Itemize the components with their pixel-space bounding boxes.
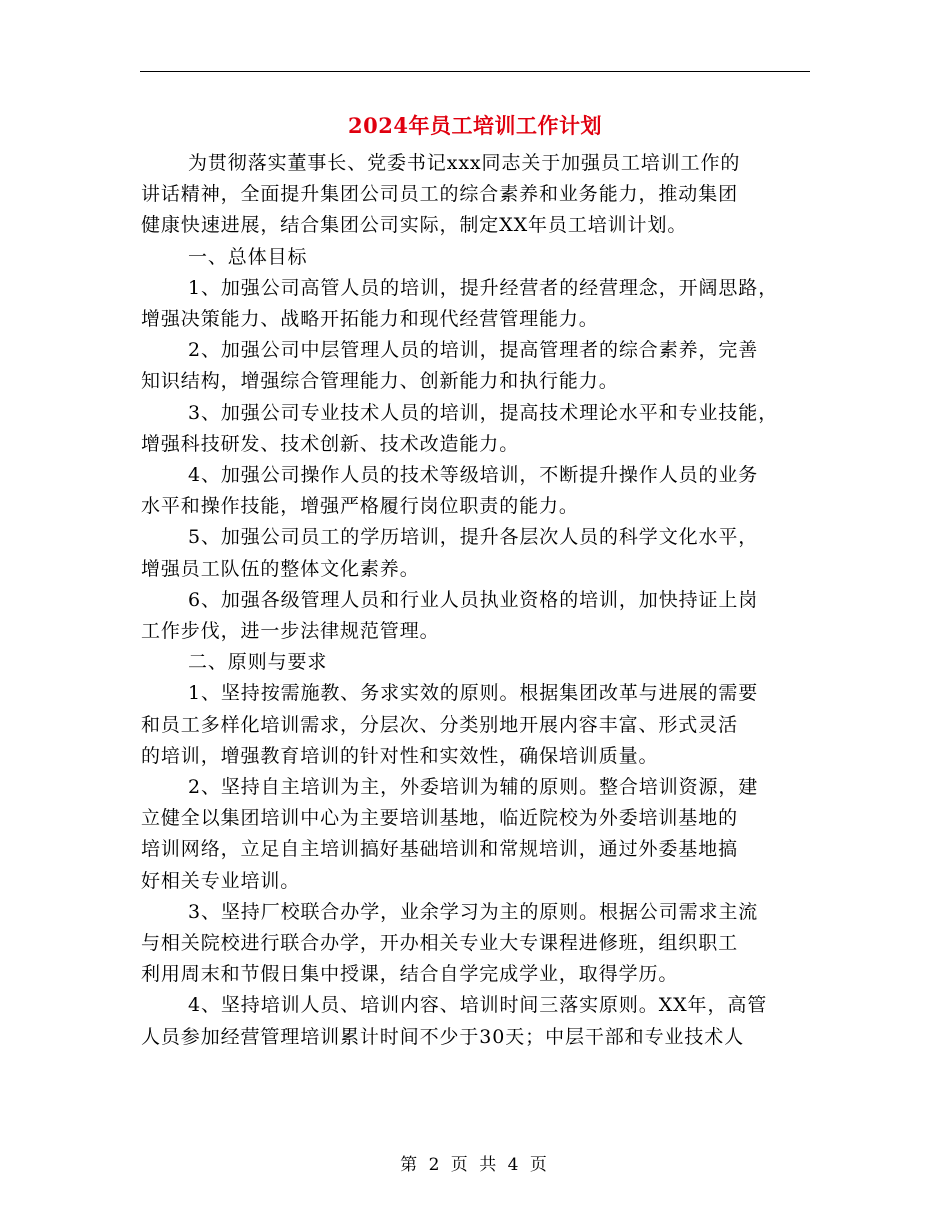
document-title: 2024年员工培训工作计划	[348, 113, 602, 138]
paragraph-line: 3、坚持厂校联合办学，业余学习为主的原则。根据公司需求主流	[188, 900, 759, 923]
paragraph-line: 1、加强公司高管人员的培训，提升经营者的经营理念，开阔思路，	[188, 276, 779, 299]
paragraph-line: 3、加强公司专业技术人员的培训，提高技术理论水平和专业技能，	[188, 401, 779, 424]
paragraph-line: 2、加强公司中层管理人员的培训，提高管理者的综合素养，完善	[188, 339, 759, 362]
paragraph-line: 工作步伐，进一步法律规范管理。	[141, 620, 440, 643]
paragraph	[141, 647, 813, 678]
paragraph-line: 二、原则与要求	[188, 651, 328, 674]
paragraph-line: 4、坚持培训人员、培训内容、培训时间三落实原则。XX年，高管	[188, 994, 768, 1017]
paragraph-line: 1、坚持按需施教、务求实效的原则。根据集团改革与进展的需要	[188, 682, 759, 705]
paragraph	[141, 242, 813, 273]
paragraph-line: 4、加强公司操作人员的技术等级培训，不断提升操作人员的业务	[188, 464, 759, 487]
paragraph-line: 健康快速进展，结合集团公司实际，制定XX年员工培训计划。	[141, 214, 688, 237]
header-rule	[140, 71, 810, 72]
paragraph	[141, 273, 813, 335]
paragraph	[141, 897, 813, 991]
document-body	[141, 148, 813, 1053]
paragraph-line: 与相关院校进行联合办学，开办相关专业大专课程进修班，组织职工	[141, 932, 739, 955]
paragraph	[141, 335, 813, 397]
paragraph-line: 5、加强公司员工的学历培训，提升各层次人员的科学文化水平，	[188, 526, 759, 549]
paragraph	[141, 990, 813, 1052]
paragraph-line: 6、加强各级管理人员和行业人员执业资格的培训，加快持证上岗	[188, 588, 759, 611]
paragraph-line: 水平和操作技能，增强严格履行岗位职责的能力。	[141, 495, 579, 518]
paragraph-line: 利用周末和节假日集中授课，结合自学完成学业，取得学历。	[141, 963, 679, 986]
paragraph-line: 增强科技研发、技术创新、技术改造能力。	[141, 432, 520, 455]
paragraph-line: 增强决策能力、战略开拓能力和现代经营管理能力。	[141, 308, 599, 331]
paragraph-line: 立健全以集团培训中心为主要培训基地，临近院校为外委培训基地的	[141, 807, 739, 830]
paragraph	[141, 522, 813, 584]
paragraph-line: 和员工多样化培训需求，分层次、分类别地开展内容丰富、形式灵活	[141, 713, 739, 736]
paragraph-line: 讲话精神，全面提升集团公司员工的综合素养和业务能力，推动集团	[141, 183, 739, 206]
paragraph	[141, 585, 813, 647]
paragraph-line: 好相关专业培训。	[141, 869, 301, 892]
paragraph-line: 为贯彻落实董事长、党委书记xxx同志关于加强员工培训工作的	[188, 152, 741, 174]
paragraph-line: 2、坚持自主培训为主，外委培训为辅的原则。整合培训资源，建	[188, 776, 759, 799]
paragraph-line: 培训网络，立足自主培训搞好基础培训和常规培训，通过外委基地搞	[141, 838, 739, 861]
paragraph-line: 的培训，增强教育培训的针对性和实效性，确保培训质量。	[141, 744, 659, 767]
paragraph-line: 人员参加经营管理培训累计时间不少于30天；中层干部和专业技术人	[141, 1025, 745, 1048]
paragraph	[141, 148, 813, 242]
paragraph-line: 增强员工队伍的整体文化素养。	[141, 557, 420, 580]
paragraph	[141, 772, 813, 897]
paragraph	[141, 398, 813, 460]
paragraph-line: 一、总体目标	[188, 245, 308, 268]
paragraph	[141, 678, 813, 772]
paragraph	[141, 460, 813, 522]
page-number: 第 2 页 共 4 页	[400, 1155, 550, 1175]
paragraph-line: 知识结构，增强综合管理能力、创新能力和执行能力。	[141, 370, 619, 393]
